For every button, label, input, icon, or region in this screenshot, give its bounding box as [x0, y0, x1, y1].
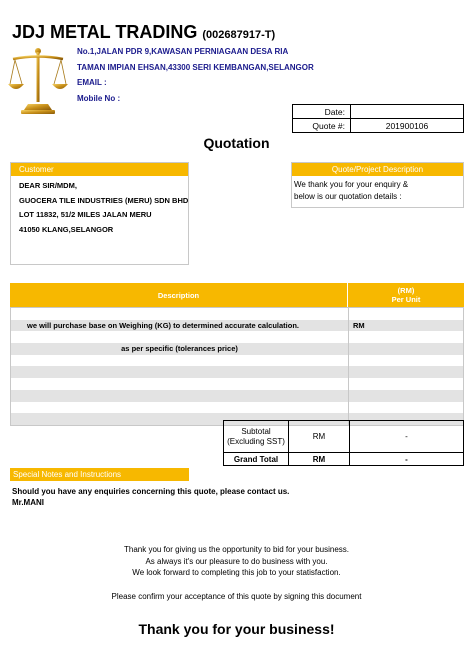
table-row [11, 343, 463, 355]
customer-line: DEAR SIR/MDM, [19, 181, 77, 190]
row-unit-price [349, 331, 463, 343]
grand-total-currency: RM [289, 453, 350, 466]
scales-of-justice-icon [8, 46, 68, 116]
grand-total-value: - [350, 453, 464, 466]
table-row [11, 378, 463, 390]
company-name [12, 22, 275, 43]
customer-line: GUOCERA TILE INDUSTRIES (MERU) SDN BHD [19, 195, 189, 205]
totals-table [223, 420, 464, 466]
subtotal-value: - [350, 421, 464, 453]
row-unit-price [349, 402, 463, 414]
row-description [11, 378, 349, 390]
customer-panel [10, 162, 189, 265]
table-row [11, 331, 463, 343]
closing-line-1: Thank you for giving us the opportunity to bid for your business. [123, 545, 349, 554]
items-table [10, 283, 464, 426]
row-description [11, 331, 349, 343]
closing-line-2: As always it's our pleasure to do business with you. [145, 557, 328, 566]
row-description [11, 355, 349, 367]
customer-line: 41050 KLANG,SELANGOR [19, 224, 114, 234]
table-row [11, 308, 463, 320]
row-description: as per specific (tolerances price) [11, 343, 349, 355]
subtotal-currency: RM [289, 421, 350, 453]
row-unit-price [349, 366, 463, 378]
subtotal-label [224, 421, 289, 453]
row-description: we will purchase base on Weighing (KG) to determined accurate calculation. [11, 320, 349, 332]
quote-number-label: Quote #: [293, 119, 351, 133]
project-description-panel [291, 162, 464, 208]
closing-line-3: We look forward to completing this job to your statisfaction. [132, 568, 341, 577]
page-title: Quotation [203, 135, 270, 151]
row-description [11, 402, 349, 414]
subtotal-label-line: (Excluding SST) [227, 436, 285, 446]
unit-price-column-header [348, 283, 464, 307]
customer-line: LOT 11832, 51/2 MILES JALAN MERU [19, 210, 152, 219]
table-row [11, 390, 463, 402]
date-value [351, 105, 464, 119]
grand-total-label: Grand Total [224, 453, 289, 466]
company-name-text: JDJ METAL TRADING [12, 22, 198, 42]
quote-number-value: 201900106 [351, 119, 464, 133]
row-description [11, 308, 349, 320]
unit-currency-label: (RM) [397, 286, 415, 295]
project-description-header: Quote/Project Description [292, 163, 463, 176]
address-line-1: No.1,JALAN PDR 9,KAWASAN PERNIAGAAN DESA RIA [77, 47, 289, 56]
description-column-header: Description [10, 283, 348, 307]
email-label: EMAIL : [77, 78, 107, 87]
special-notes-header: Special Notes and Instructions [10, 468, 189, 481]
table-row [11, 366, 463, 378]
mobile-label: Mobile No : [77, 94, 121, 103]
row-unit-price [349, 378, 463, 390]
items-header [10, 283, 464, 307]
quote-info-table [292, 104, 464, 133]
row-unit-price [349, 308, 463, 320]
project-description-line: below is our quotation details : [294, 192, 402, 201]
row-description [11, 390, 349, 402]
row-description [11, 366, 349, 378]
special-notes [12, 486, 289, 508]
date-label: Date: [293, 105, 351, 119]
per-unit-label: Per Unit [391, 295, 421, 304]
table-row [11, 320, 463, 332]
row-unit-price [349, 390, 463, 402]
address-line-2: TAMAN IMPIAN EHSAN,43300 SERI KEMBANGAN,SELANGOR [77, 63, 314, 72]
company-reg-no: (002687917-T) [202, 29, 276, 41]
row-unit-price: RM [353, 320, 365, 330]
subtotal-label-line: Subtotal [241, 426, 271, 436]
row-unit-price [349, 343, 463, 355]
thank-you-message: Thank you for your business! [138, 621, 335, 637]
row-unit-price [349, 355, 463, 367]
acceptance-note: Please confirm your acceptance of this quote by signing this document [111, 592, 362, 601]
contact-name: Mr.MANI [12, 498, 44, 507]
table-row [11, 402, 463, 414]
customer-header: Customer [11, 163, 188, 176]
notes-line: Should you have any enquiries concerning this quote, please contact us. [12, 487, 290, 496]
table-row [11, 355, 463, 367]
project-description-line: We thank you for your enquiry & [294, 180, 409, 189]
